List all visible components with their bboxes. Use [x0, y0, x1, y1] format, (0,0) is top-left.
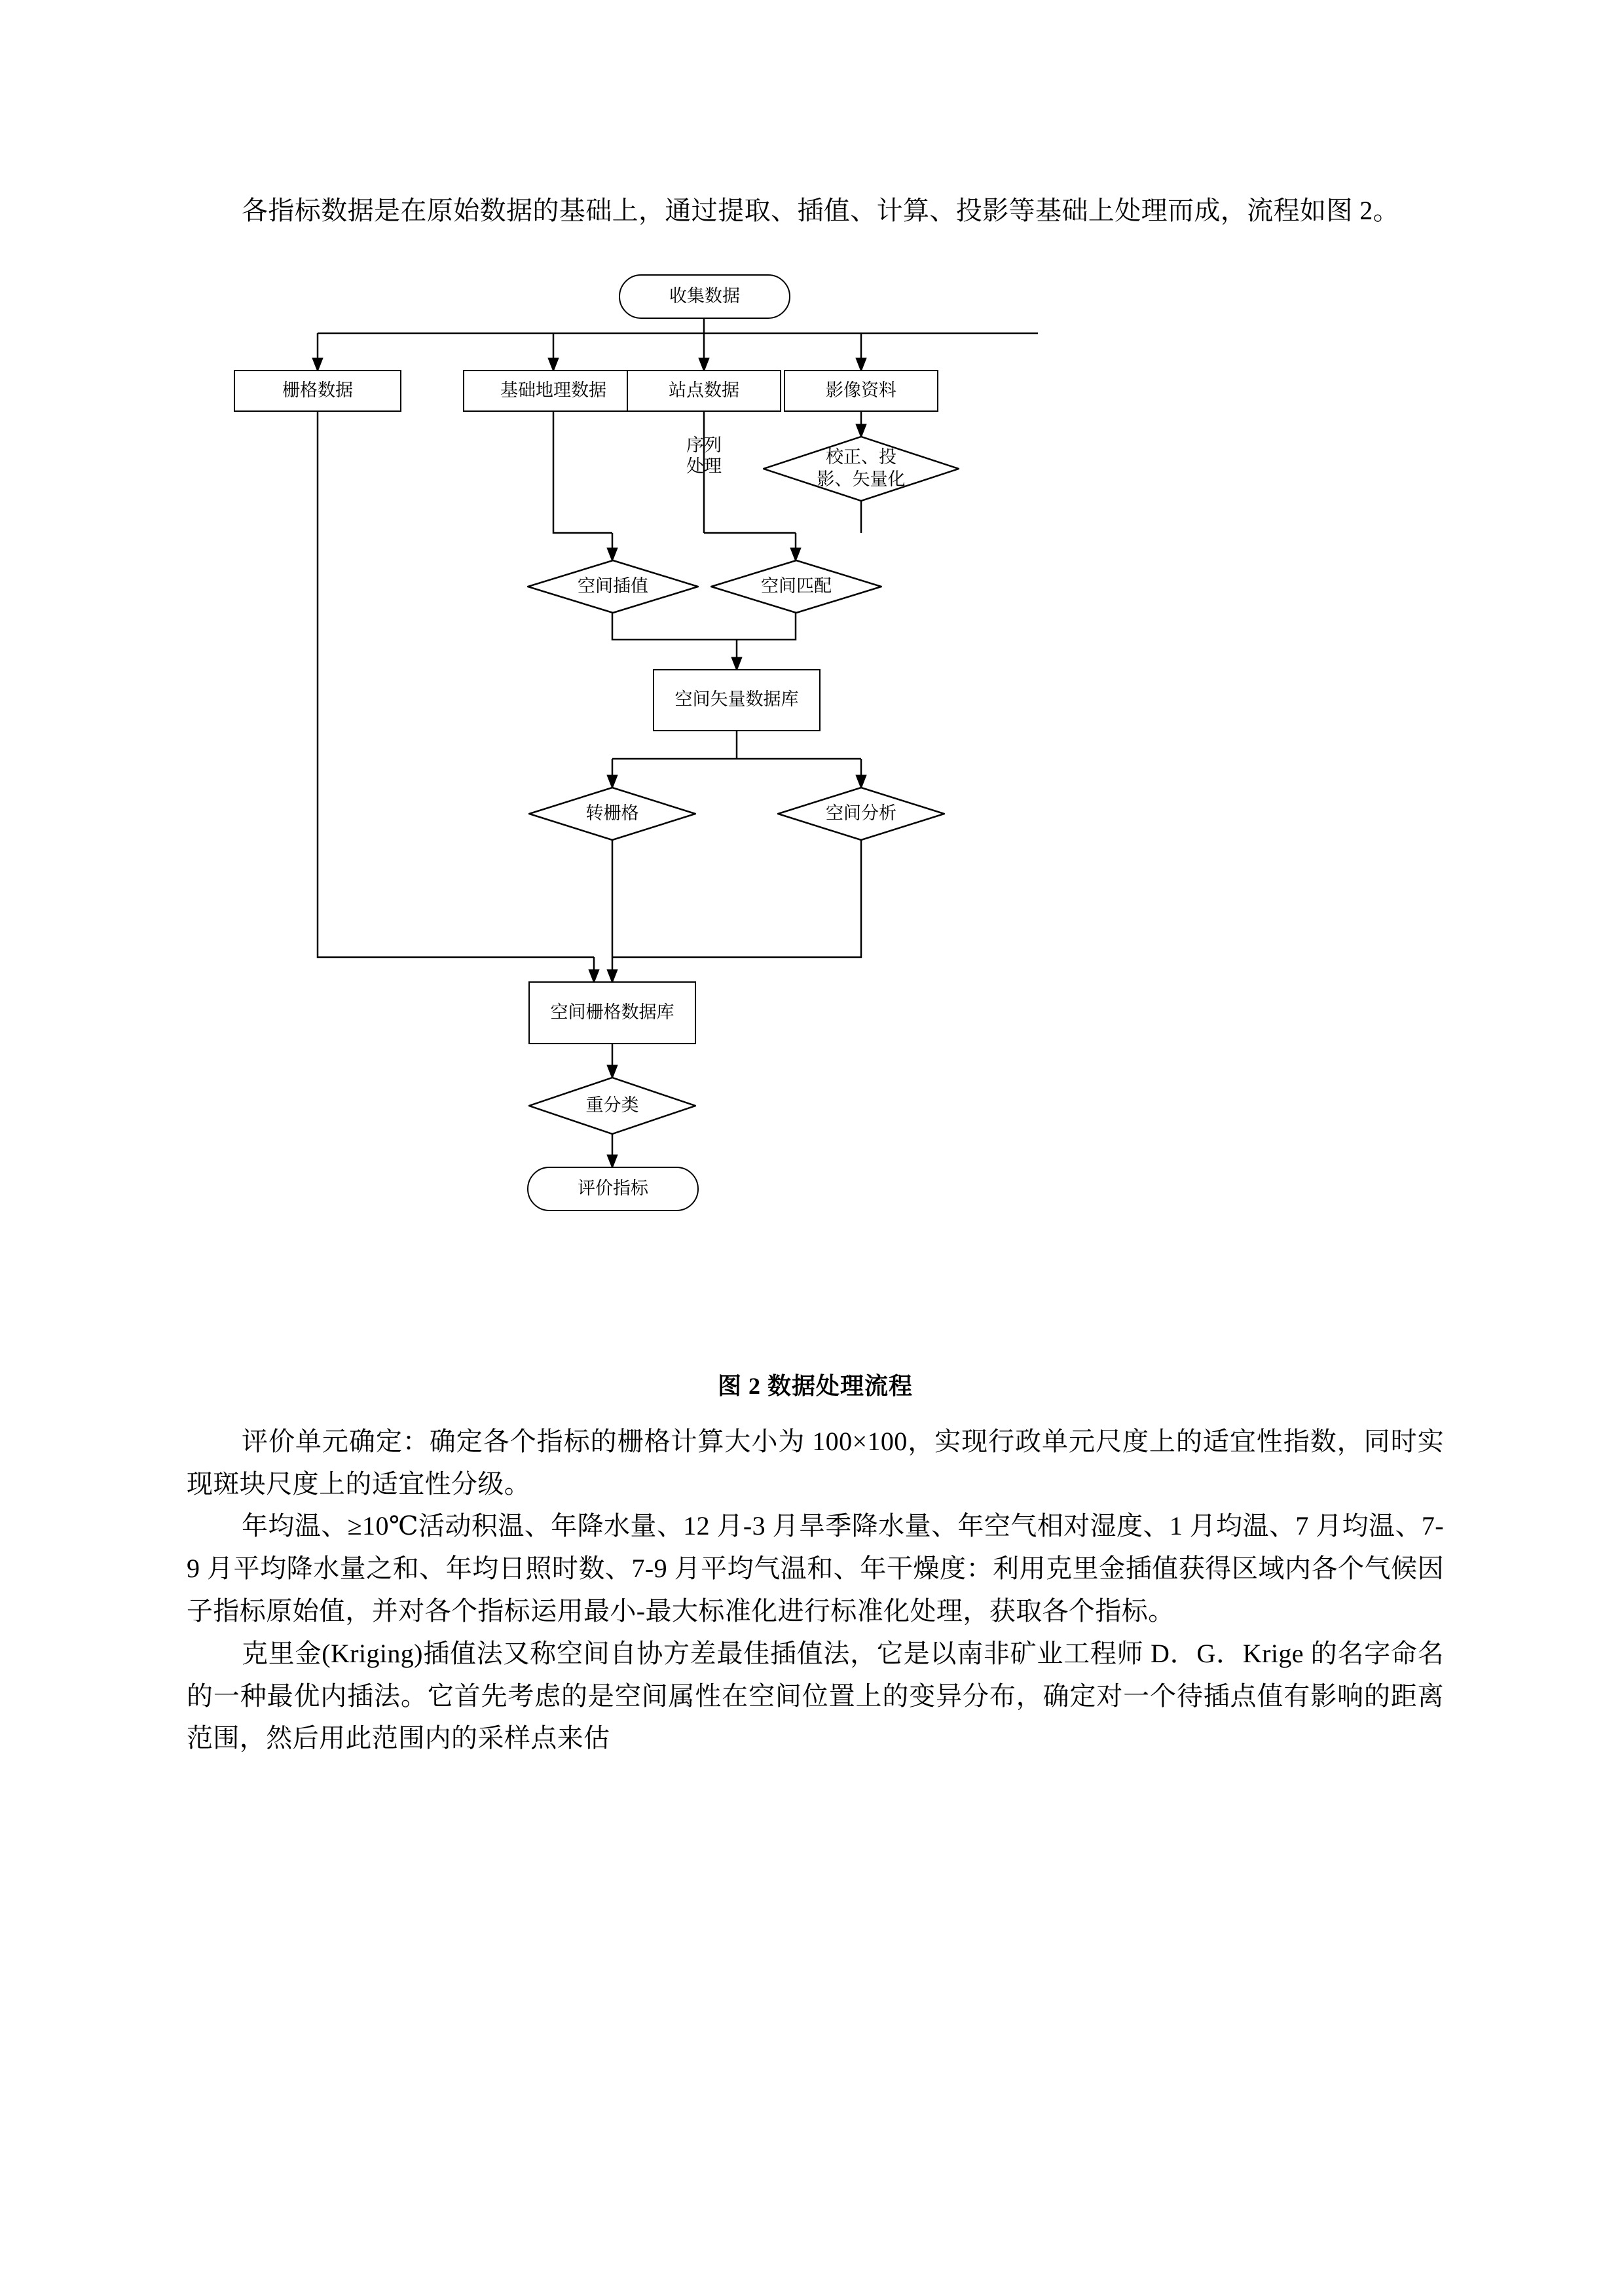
flow-node-spatial-interpolation: [527, 560, 699, 613]
flow-node-raster-database-label: 空间栅格数据库: [550, 1002, 674, 1023]
flow-node-to-raster: [528, 787, 696, 841]
flow-node-image-data-label: 影像资料: [826, 380, 896, 401]
flow-node-evaluation-index: [527, 1167, 699, 1211]
paragraph-eval-unit: 评价单元确定：确定各个指标的栅格计算大小为 100×100，实现行政单元尺度上的适宜性指数，同时实现斑块尺度上的适宜性分级。: [187, 1426, 1444, 1499]
flow-node-to-raster-label: 转栅格: [585, 803, 639, 824]
flow-node-evaluation-index-label: 评价指标: [578, 1178, 648, 1199]
flow-node-reclassify-label: 重分类: [585, 1095, 639, 1116]
paragraph-intro: 各指标数据是在原始数据的基础上，通过提取、插值、计算、投影等基础上处理而成，流程如图 2。: [242, 196, 1399, 225]
flow-node-raster-data: [234, 370, 401, 412]
flow-node-spatial-analysis: [777, 787, 945, 841]
flow-node-spatial-match: [710, 560, 882, 613]
flow-node-collect-label: 收集数据: [669, 285, 740, 306]
flow-node-base-geo-data: [463, 370, 644, 412]
flow-node-vector-database: [653, 669, 821, 731]
flowchart-data-processing: [187, 247, 1444, 1399]
page-content: [187, 190, 1444, 1760]
flow-node-collect: [619, 274, 790, 319]
flow-node-correct-project-vector: [763, 436, 959, 501]
flow-node-vector-database-label: 空间矢量数据库: [674, 689, 799, 710]
flow-label-sequence-process: [671, 435, 737, 478]
figure-caption: 图 2 数据处理流程: [717, 1372, 913, 1399]
flow-node-station-data-label: 站点数据: [669, 380, 739, 401]
flow-node-spatial-match-label: 空间匹配: [761, 575, 832, 596]
flow-node-reclassify: [528, 1077, 696, 1135]
flow-node-correct-project-vector-label: 校正、投影、矢量化: [817, 447, 906, 490]
paragraph-climate-indices: 年均温、≥10℃活动积温、年降水量、12 月-3 月旱季降水量、年空气相对湿度、1 月均温、7 月均温、7-9 月平均降水量之和、年均日照时数、7-9 月平均气温和、年干燥度：利用克里金插值获得区域内各个气候因子指标原始值，并对各个指标运用最小-最大标准化进行标准化处理，获取各个指标。: [187, 1511, 1444, 1626]
paragraph-kriging: 克里金(Kriging)插值法又称空间自协方差最佳插值法，它是以南非矿业工程师 D．G．Krige 的名字命名的一种最优内插法。它首先考虑的是空间属性在空间位置上的变异分布，确定对一个待插点值有影响的距离范围，然后用此范围内的采样点来估: [187, 1638, 1444, 1753]
flow-label-sequence-process-text: 序列处理: [686, 435, 722, 477]
flow-node-base-geo-data-label: 基础地理数据: [500, 380, 606, 401]
flow-node-station-data: [627, 370, 781, 412]
flow-node-spatial-analysis-label: 空间分析: [826, 803, 896, 824]
flow-node-raster-database: [528, 981, 696, 1044]
flow-node-spatial-interpolation-label: 空间插值: [578, 575, 648, 596]
flow-node-raster-data-label: 栅格数据: [282, 380, 353, 401]
flow-node-image-data: [784, 370, 938, 412]
